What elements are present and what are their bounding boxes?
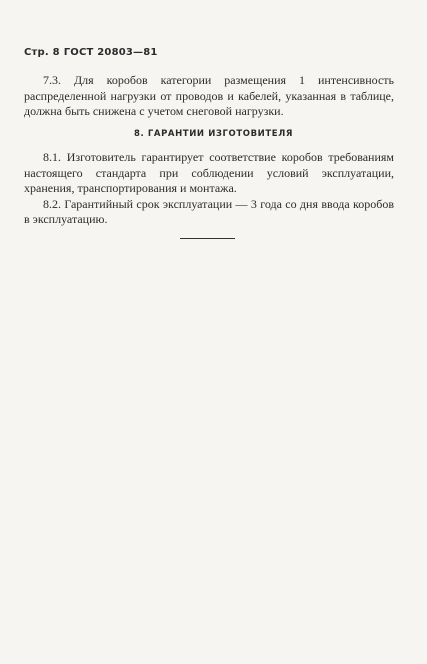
section-heading: 8. ГАРАНТИИ ИЗГОТОВИТЕЛЯ <box>133 129 294 139</box>
clause-8-1-text: 8.1. Изготовитель гарантирует соответствие коробов требованиям настоящего стандарта при соблюдении условий эксплуатации, хранения, транспортирования и монтажа. <box>24 150 394 195</box>
standard-designation: ГОСТ 20803—81 <box>63 47 158 58</box>
page-header <box>24 47 158 58</box>
clause-8-2-text: 8.2. Гарантийный срок эксплуатации — 3 года со дня ввода коробов в эксплуатацию. <box>24 196 394 226</box>
end-of-document-rule <box>180 238 235 239</box>
section-8-body <box>24 150 394 228</box>
page-number: Стр. 8 <box>24 47 60 58</box>
clause-7-3 <box>24 73 394 120</box>
clause-7-3-text: 7.3. Для коробов категории размещения 1 интенсивность распределенной нагрузки от проводов и кабелей, указанная в таблице, должна быть снижена с учетом снеговой нагрузки. <box>24 73 394 118</box>
